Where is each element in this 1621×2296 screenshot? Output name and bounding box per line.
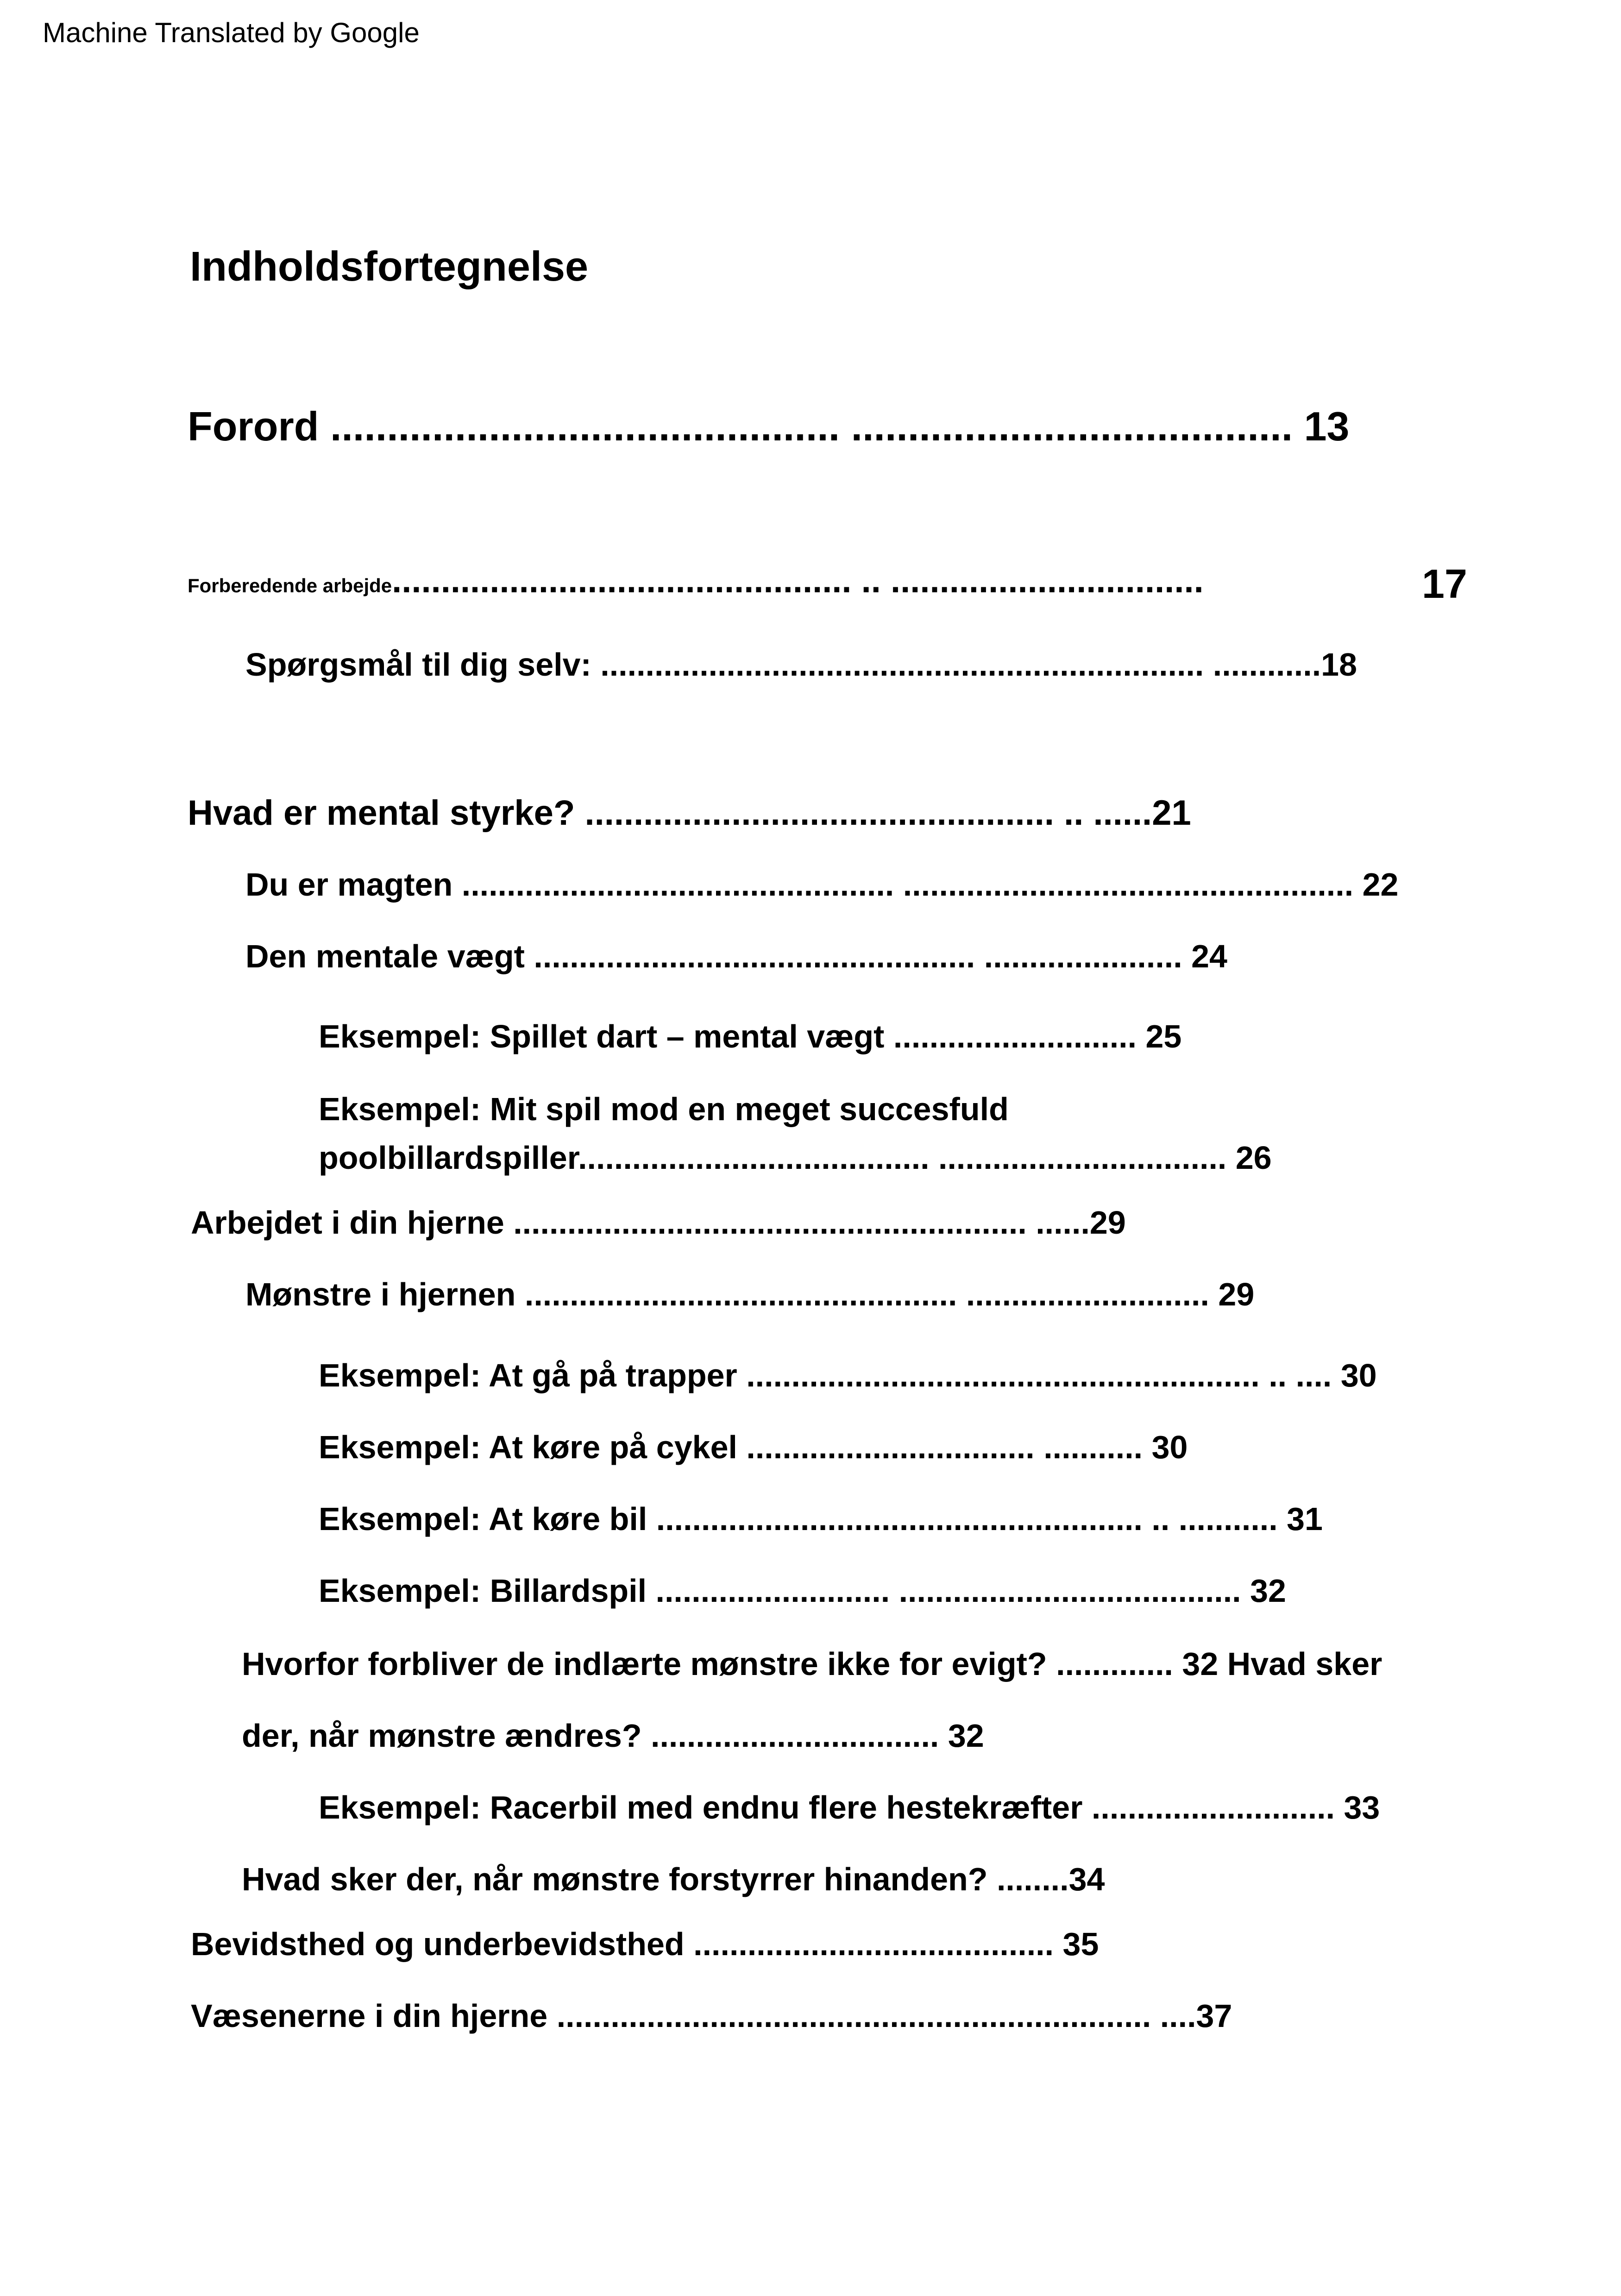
toc-entry-label: Spørgsmål til dig selv: [245,646,591,683]
toc-entry-page: 32 [1250,1573,1286,1609]
toc-entry-forord[interactable] [188,403,1350,450]
translation-banner: Machine Translated by Google [43,17,420,48]
toc-entry-forberedende[interactable] [188,560,1204,601]
toc-entry-label: Væsenerne i din hjerne [191,1998,548,2034]
toc-entry-page: 37 [1196,1998,1232,2034]
toc-entry-arbejdet[interactable] [191,1204,1126,1242]
toc-entry-page: 29 [1089,1204,1126,1241]
toc-entry-page: 25 [1145,1018,1182,1054]
toc-entry-label: Hvad er mental styrke? [188,793,575,833]
toc-entry-page: 30 [1340,1357,1377,1393]
toc-entry-moenstre[interactable] [245,1276,1254,1313]
toc-entry-page: 21 [1152,793,1191,833]
toc-entry-label: Eksempel: At køre på cykel [319,1429,737,1465]
toc-entry-spoergsmaal[interactable] [245,646,1357,684]
toc-entry-leader: ................................ ........... [737,1429,1152,1465]
toc-entry-page: 31 [1287,1501,1323,1537]
toc-entry-page-forberedende: 17 [1422,561,1467,607]
toc-entry-page: 33 [1344,1789,1380,1826]
toc-entry-label: Forberedende arbejde [188,575,392,596]
toc-entry-label: Den mentale vægt [245,938,525,974]
toc-entry-page: 35 [1062,1926,1099,1962]
toc-entry-page: 34 [1068,1861,1105,1897]
toc-entry-leader: ........................... [1082,1789,1344,1826]
toc-entry-leader: ........................................ [684,1926,1063,1962]
toc-entry-label: Du er magten [245,866,453,903]
toc-entry-bevidsthed[interactable] [191,1926,1099,1963]
toc-entry-page: 13 [1304,403,1350,449]
toc-entry-leader: ....................................... ................................ [578,1140,1236,1176]
toc-entry-leader: ...................................................... .. ........... [647,1501,1287,1537]
page-title: Indholdsfortegnelse [190,244,589,290]
toc-entry-leader: ................................................................... ............ [591,646,1321,683]
toc-entry-label: Eksempel: At gå på trapper [319,1357,737,1393]
toc-entry-leader: .......................... ...................................... [647,1573,1250,1609]
toc-entry-page: 22 [1362,866,1399,903]
toc-entry-label: Hvad sker der, når mønstre forstyrrer hinanden? [242,1861,988,1897]
toc-entry-label: Forord [188,403,319,449]
toc-entry-du-er-magten[interactable] [245,866,1398,903]
toc-entry-label: Eksempel: Racerbil med endnu flere hestekræfter [319,1789,1083,1826]
toc-entry-vaesenerne[interactable] [191,1997,1232,2035]
toc-entry-eksempel-pool-line1[interactable]: Eksempel: Mit spil mod en meget succesfuld [319,1091,1009,1127]
toc-entry-hvorfor-line1[interactable]: Hvorfor forbliver de indlærte mønstre ikke for evigt? ............. 32 Hvad sker [242,1646,1382,1682]
toc-entry-page: 18 [1321,646,1357,683]
toc-entry-mentale-vaegt[interactable] [245,938,1227,975]
toc-entry-leader: ............................................... .. ................................ [392,561,1204,600]
toc-entry-hvorfor-line2[interactable]: der, når mønstre ændres? ................................ 32 [242,1718,984,1754]
toc-entry-page: 24 [1191,938,1227,974]
toc-entry-leader: ................................................ ........................... [515,1276,1219,1312]
toc-entry-leader: ................................................. ...................... [524,938,1192,974]
toc-entry-leader: .................................................................. .... [547,1998,1196,2034]
toc-entry-page: 29 [1218,1276,1255,1312]
toc-entry-label: Bevidsthed og underbevidsthed [191,1926,685,1962]
toc-entry-label: Mønstre i hjernen [245,1276,516,1312]
toc-entry-leader: ......................................................... .. .... [737,1357,1341,1393]
toc-entry-page: 30 [1151,1429,1188,1465]
toc-entry-leader: ........................... [884,1018,1146,1054]
toc-entry-eksempel-cykel[interactable] [319,1429,1187,1466]
toc-entry-page: 26 [1235,1140,1272,1176]
toc-entry-leader: ................................................ .. ...... [575,793,1152,833]
toc-entry-label: Eksempel: At køre bil [319,1501,647,1537]
toc-entry-leader: ................................................ .................................................. [452,866,1363,903]
toc-entry-label: Eksempel: Spillet dart – mental vægt [319,1018,885,1054]
toc-entry-forstyrrer[interactable] [242,1861,1105,1898]
toc-entry-leader: ............................................. ....................................... [319,403,1304,449]
toc-entry-leader: ........ [987,1861,1069,1897]
toc-entry-leader: ......................................................... ...... [504,1204,1090,1241]
toc-entry-eksempel-dart[interactable] [319,1018,1181,1055]
toc-entry-label: Eksempel: Billardspil [319,1573,647,1609]
toc-entry-mental-styrke[interactable] [188,793,1191,833]
toc-entry-eksempel-pool-line2[interactable] [319,1139,1272,1177]
toc-entry-label: poolbillardspiller [319,1140,578,1176]
toc-entry-eksempel-racerbil[interactable] [319,1789,1380,1826]
toc-entry-eksempel-trapper[interactable] [319,1357,1377,1394]
toc-entry-label: Arbejdet i din hjerne [191,1204,504,1241]
toc-entry-eksempel-bil[interactable] [319,1500,1323,1538]
toc-entry-eksempel-billard[interactable] [319,1572,1286,1610]
